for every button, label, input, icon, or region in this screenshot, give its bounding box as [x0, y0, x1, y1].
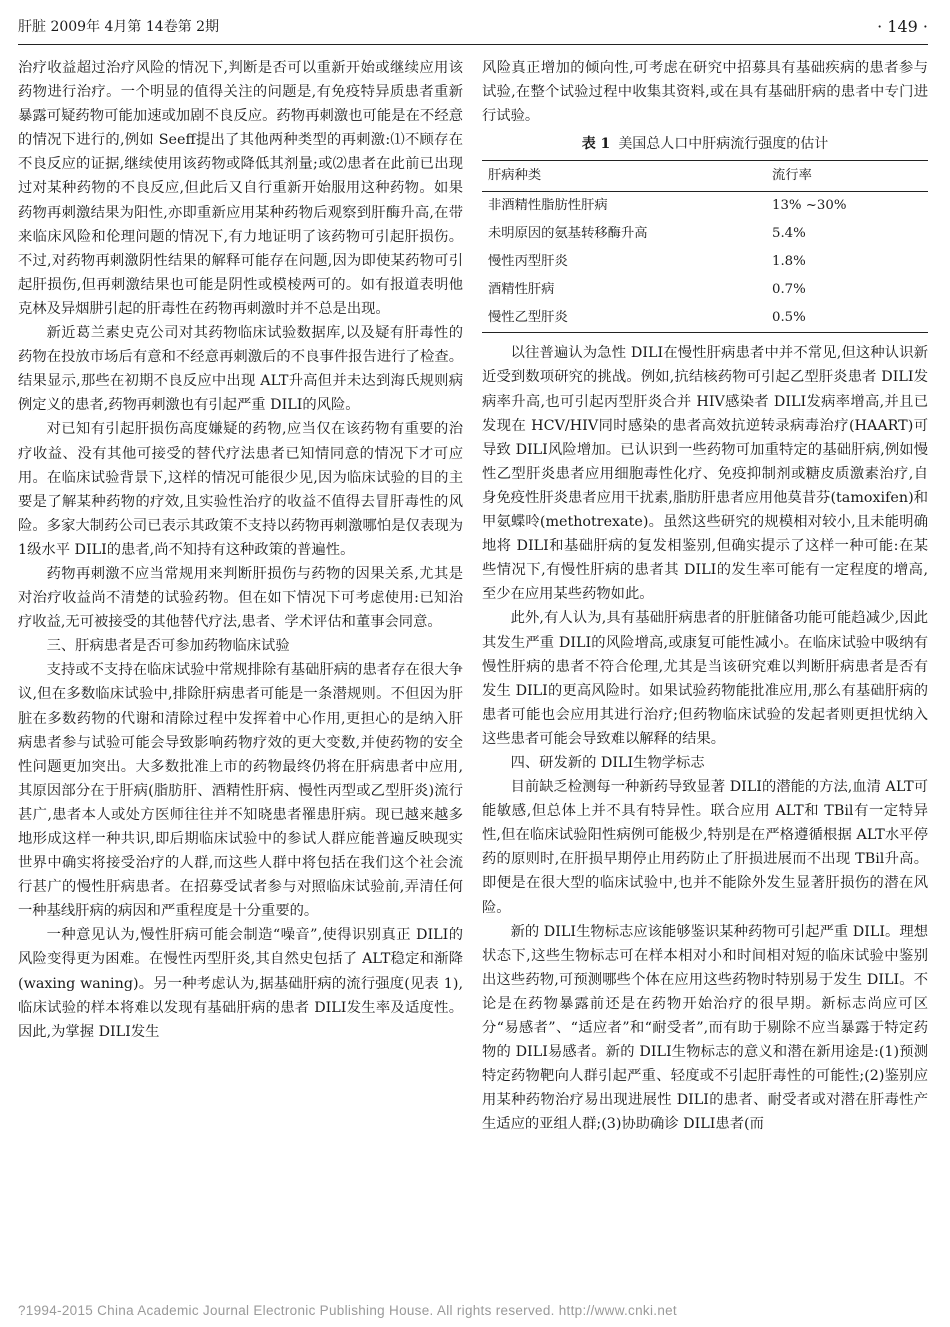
table-cell: 未明原因的氨基转移酶升高	[488, 226, 648, 242]
paragraph: 以往普遍认为急性 DILI在慢性肝病患者中并不常见,但这种认识新近受到数项研究的挑战。例如,抗结核药物可引起乙型肝炎患者 DILI发病率升高,也可引起丙型肝炎合并 HIV感染者 DILI发病率增高,并且已发现在 HCV/HIV同时感染的患者高效抗逆转录病毒治疗(HAART)可导致 DILI风险增加。已认识到一些药物可加重特定的基础肝病,例如慢性乙型肝炎患者应用细胞毒性化疗、免疫抑制剂或糖皮质激素治疗,自身免疫性肝炎患者应用干扰素,脂肪肝患者应用他莫昔芬(tamoxifen)和甲氨蝶呤(methotrexate)。虽然这些研究的规模相对较小,且未能明确地将 DILI和基础肝病的复发相鉴别,但确实提示了这样一种可能:在某些情况下,有慢性肝病的患者其 DILI的发生率可能有一定程度的增高,至少在应用某些药物如此。	[482, 345, 928, 603]
table-number: 表 1	[581, 136, 611, 153]
table-title: 美国总人口中肝病流行强度的估计	[618, 136, 829, 153]
left-column	[18, 56, 463, 1044]
table-row	[482, 304, 928, 333]
paragraph: 目前缺乏检测每一种新药导致显著 DILI的潜能的方法,血清 ALT可能敏感,但总体上并不具有特异性。联合应用 ALT和 TBil有一定特异性,但在临床试验阳性病例可能极少,特别是在严格遵循根据 ALT水平停药的原则时,在肝损早期停止用药防止了肝损进展而不出现 TBil升高。即便是在很大型的临床试验中,也并不能除外发生显著肝损伤的潜在风险。	[482, 779, 928, 916]
table-cell: 慢性丙型肝炎	[488, 254, 568, 270]
paragraph: 治疗收益超过治疗风险的情况下,判断是否可以重新开始或继续应用该药物进行治疗。一个明显的值得关注的问题是,有免疫特异质患者重新暴露可疑药物可能加速或加剧不良反应。药物再刺激也可能是在不经意的情况下进行的,例如 Seeff提出了其他两种类型的再刺激:⑴不顾存在不良反应的证据,继续使用该药物或降低其剂量;或⑵患者在此前已出现过对某种药物的不良反应,但此后又自行重新开始服用这种药物。如果药物再刺激结果为阳性,亦即重新应用某种药物后观察到肝酶升高,在带来临床风险和伦理问题的情况下,有力地证明了该药物可引起肝损伤。不过,对药物再刺激阴性结果的解释可能存在问题,因为即使某药物可引起肝损伤,但再刺激结果也可能是阴性或模棱两可的。如有报道表明他克林及异烟肼引起的肝毒性在药物再刺激时并不总是出现。	[18, 60, 463, 317]
table-row	[482, 276, 928, 304]
section-heading: 三、肝病患者是否可参加药物临床试验	[46, 638, 290, 655]
running-header	[18, 14, 928, 40]
copyright-footer: ?1994-2015 China Academic Journal Electronic Publishing House. All rights reserved. http://www.cnki.net	[18, 1303, 677, 1318]
table-cell: 13% ~30%	[772, 198, 847, 214]
table-header-row	[482, 161, 928, 192]
paragraph: 对已知有引起肝损伤高度嫌疑的药物,应当仅在该药物有重要的治疗收益、没有其他可接受的替代疗法患者已知情同意的情况下才可应用。在临床试验背景下,这样的情况可能很少见,因为临床试验的目的主要是了解某种药物的疗效,且实验性治疗的收益不值得去冒肝毒性的风险。多家大制药公司已表示其政策不支持以药物再刺激哪怕是仅表现为 1级水平 DILI的患者,尚不知持有这种政策的普遍性。	[18, 421, 463, 558]
table-cell: 1.8%	[772, 254, 806, 270]
column-header: 肝病种类	[482, 161, 766, 192]
right-column	[482, 56, 928, 1136]
journal-info: 肝脏 2009年 4月第 14卷第 2期	[18, 19, 220, 35]
table-row	[482, 220, 928, 248]
paragraph: 新的 DILI生物标志应该能够鉴识某种药物可引起严重 DILI。理想状态下,这些生物标志可在样本相对小和时间相对短的临床试验中鉴别出这些药物,可预测哪些个体在应用这些药物时特别易于发生 DILI。不论是在药物暴露前还是在药物开始治疗的很早期。新标志尚应可区分“易感者”、“适应者”和“耐受者”,而有助于剔除不应当暴露于特定药物的 DILI易感者。新的 DILI生物标志的意义和潜在新用途是:(1)预测特定药物靶向人群引起严重、轻度或不引起肝毒性的可能性;(2)鉴别应用某种药物治疗易出现进展性 DILI的患者、耐受者或对潜在肝毒性产生适应的亚组人群;(3)协助确诊 DILI患者(而	[482, 923, 928, 1133]
table-cell: 慢性乙型肝炎	[482, 304, 766, 333]
paragraph: 新近葛兰素史克公司对其药物临床试验数据库,以及疑有肝毒性的药物在投放市场后有意和不经意再刺激后的不良事件报告进行了检查。结果显示,那些在初期不良反应中出现 ALT升高但并未达到海氏规则病例定义的患者,药物再刺激也有引起严重 DILI的风险。	[18, 325, 463, 414]
paragraph: 此外,有人认为,具有基础肝病患者的肝脏储备功能可能趋减少,因此其发生严重 DILI的风险增高,或康复可能性减小。在临床试验中吸纳有慢性肝病的患者不符合伦理,尤其是当该研究难以判断肝病患者是否有发生 DILI的更高风险时。如果试验药物能批准应用,那么有基础肝病的患者可能也会应用其进行治疗;但药物临床试验的发起者则更担忧纳入这些患者可能会导致难以解释的结果。	[482, 610, 928, 747]
column-header: 流行率	[766, 161, 928, 192]
paragraph: 支持或不支持在临床试验中常规排除有基础肝病的患者存在很大争议,但在多数临床试验中,排除肝病患者可能是一条潜规则。不但因为肝脏在多数药物的代谢和清除过程中发挥着中心作用,更担心的是纳入肝病患者参与试验可能会导致影响药物疗效的更大变数,并使药物的安全性问题更加突出。大多数批准上市的药物最终仍将在肝病患者中应用,其原因部分在于肝病(脂肪肝、酒精性肝病、慢性丙型或乙型肝炎)流行甚广,患者本人或处方医师往往并不知晓患者罹患肝病。现已越来越多地形成这样一种共识,即后期临床试验中的参试人群应能普遍反映现实世界中确实将接受治疗的人群,而这些人群中将包括在我们这个社会流行甚广的慢性肝病患者。在招募受试者参与对照临床试验前,弄清任何一种基线肝病的病因和严重程度是十分重要的。	[18, 662, 463, 920]
table-cell: 0.5%	[766, 304, 928, 333]
table-caption	[482, 132, 928, 156]
header-rule	[18, 44, 928, 45]
paragraph: 一种意见认为,慢性肝病可能会制造“噪音”,使得识别真正 DILI的风险变得更为困难。在慢性丙型肝炎,其自然史包括了 ALT稳定和渐降(waxing waning)。另一种考虑认为,据基础肝病的流行强度(见表 1),临床试验的样本将难以发现有基础肝病的患者 DILI发生率及适度性。因此,为掌握 DILI发生	[18, 927, 463, 1040]
table-cell: 5.4%	[772, 226, 806, 242]
table-row	[482, 248, 928, 276]
paragraph: 风险真正增加的倾向性,可考虑在研究中招募具有基础疾病的患者参与试验,在整个试验过程中收集其资料,或在具有基础肝病的患者中专门进行试验。	[482, 60, 928, 125]
table-cell: 0.7%	[772, 282, 806, 298]
prevalence-table	[482, 160, 928, 333]
paragraph: 药物再刺激不应当常规用来判断肝损伤与药物的因果关系,尤其是对治疗收益尚不清楚的试验药物。但在如下情况下可考虑使用:已知治疗收益,无可被接受的其他替代疗法,患者、学术评估和董事会同意。	[18, 565, 463, 631]
page-number: · 149 ·	[877, 17, 928, 36]
table-cell: 非酒精性脂肪性肝病	[488, 198, 608, 214]
table-cell: 酒精性肝病	[488, 282, 555, 298]
table-row	[482, 192, 928, 221]
section-heading: 四、研发新的 DILI生物学标志	[510, 754, 705, 771]
